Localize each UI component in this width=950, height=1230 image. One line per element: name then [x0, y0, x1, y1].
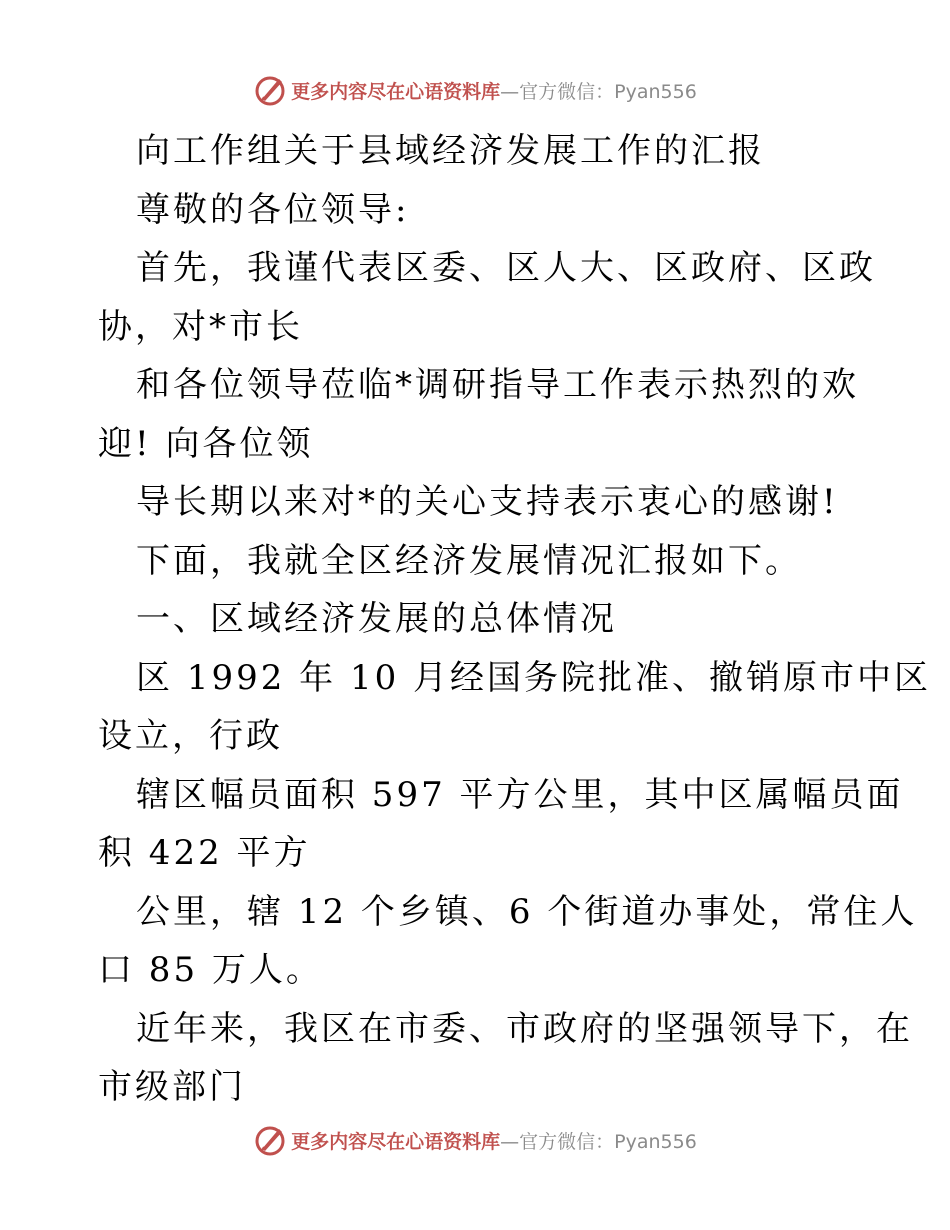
header-watermark-banner — [0, 70, 950, 110]
paragraph-line: 向工作组关于县域经济发展工作的汇报 — [136, 131, 765, 171]
feather-pen-logo-icon — [253, 1123, 287, 1157]
paragraph-line: 一、区域经济发展的总体情况 — [136, 599, 617, 639]
feather-pen-logo-icon — [253, 73, 287, 107]
paragraph-line: 区 1992 年 10 月经国务院批准、撤销原市中区 — [136, 657, 932, 698]
paragraph-line: 首先，我谨代表区委、区人大、区政府、区政 — [136, 248, 876, 288]
paragraph-line: 口 85 万人。 — [98, 950, 323, 990]
paragraph-line: 积 422 平方 — [98, 833, 311, 873]
banner-brand-text: 更多内容尽在心语资料库 — [291, 80, 501, 103]
paragraph-line: 下面，我就全区经济发展情况汇报如下。 — [136, 540, 802, 581]
document-body — [98, 122, 932, 1117]
paragraph-line: 迎! 向各位领 — [98, 423, 314, 464]
banner-wechat-text: —官方微信：Pyan556 — [500, 80, 697, 103]
paragraph-line: 和各位领导莅临*调研指导工作表示热烈的欢 — [136, 365, 859, 405]
footer-watermark-banner — [0, 1120, 950, 1160]
paragraph-line: 市级部门 — [98, 1067, 246, 1107]
banner-brand-text: 更多内容尽在心语资料库 — [291, 1130, 501, 1153]
paragraph-line: 辖区幅员面积 597 平方公里，其中区属幅员面 — [136, 774, 904, 815]
paragraph-line: 协，对*市长 — [98, 306, 303, 347]
paragraph-line: 设立，行政 — [98, 716, 283, 756]
paragraph-line: 公里，辖 12 个乡镇、6 个街道办事处，常住人 — [136, 891, 918, 932]
paragraph-line: 导长期以来对*的关心支持表示衷心的感谢! — [136, 482, 839, 522]
paragraph-line: 近年来，我区在市委、市政府的坚强领导下，在 — [136, 1008, 913, 1049]
paragraph-line: 尊敬的各位领导: — [136, 189, 410, 230]
banner-wechat-text: —官方微信：Pyan556 — [500, 1130, 697, 1153]
